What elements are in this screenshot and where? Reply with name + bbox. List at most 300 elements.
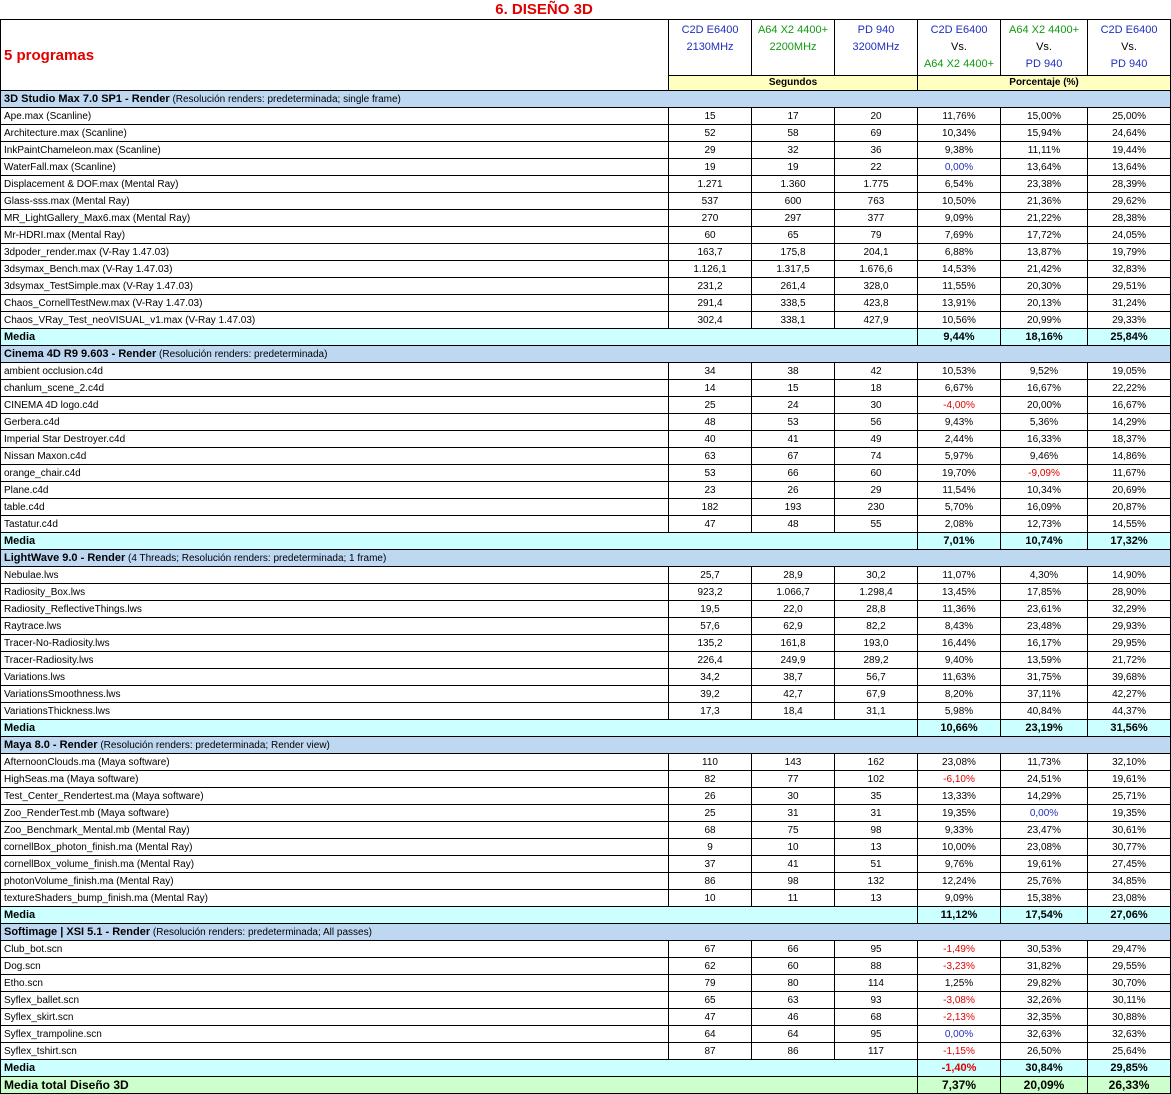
row-label: ambient occlusion.c4d	[1, 363, 669, 380]
row-value: 20	[835, 108, 918, 125]
row-value: 11,76%	[918, 108, 1001, 125]
row-value: 114	[835, 975, 918, 992]
row-value: 17	[752, 108, 835, 125]
row-value: 13	[835, 839, 918, 856]
table-row	[1, 363, 1171, 380]
row-value: 15,00%	[1001, 108, 1088, 125]
row-value: 14,29%	[1001, 788, 1088, 805]
media-value: 25,84%	[1088, 329, 1171, 346]
row-value: 11,11%	[1001, 142, 1088, 159]
row-value: 19,61%	[1088, 771, 1171, 788]
row-label: VariationsThickness.lws	[1, 703, 669, 720]
total-value: 7,37%	[918, 1077, 1001, 1094]
row-value: 77	[752, 771, 835, 788]
row-value: 117	[835, 1043, 918, 1060]
row-value: 26,50%	[1001, 1043, 1088, 1060]
section-title	[1, 346, 1171, 363]
row-value: 38	[752, 363, 835, 380]
row-value: 1.126,1	[669, 261, 752, 278]
row-value: 30,88%	[1088, 1009, 1171, 1026]
row-value: 1.298,4	[835, 584, 918, 601]
table-row	[1, 618, 1171, 635]
row-value: 14,86%	[1088, 448, 1171, 465]
table-row	[1, 482, 1171, 499]
media-value: 27,06%	[1088, 907, 1171, 924]
row-value: 82	[669, 771, 752, 788]
row-value: 21,36%	[1001, 193, 1088, 210]
row-value: 28,8	[835, 601, 918, 618]
row-value: 60	[669, 227, 752, 244]
row-label: Gerbera.c4d	[1, 414, 669, 431]
row-label: Nebulae.lws	[1, 567, 669, 584]
row-value: 53	[669, 465, 752, 482]
row-label: Etho.scn	[1, 975, 669, 992]
row-value: 82,2	[835, 618, 918, 635]
row-value: 62,9	[752, 618, 835, 635]
row-value: 30,77%	[1088, 839, 1171, 856]
row-value: 65	[752, 227, 835, 244]
row-value: 63	[752, 992, 835, 1009]
row-value: 29,47%	[1088, 941, 1171, 958]
row-value: 64	[669, 1026, 752, 1043]
row-value: 58	[752, 125, 835, 142]
row-value: 6,88%	[918, 244, 1001, 261]
row-value: 23,61%	[1001, 601, 1088, 618]
media-label: Media	[1, 907, 918, 924]
row-value: 21,22%	[1001, 210, 1088, 227]
row-value: 8,43%	[918, 618, 1001, 635]
row-value: 9,52%	[1001, 363, 1088, 380]
row-value: 21,42%	[1001, 261, 1088, 278]
row-label: Plane.c4d	[1, 482, 669, 499]
row-value: 32	[752, 142, 835, 159]
row-label: AfternoonClouds.ma (Maya software)	[1, 754, 669, 771]
row-value: 10,53%	[918, 363, 1001, 380]
table-row	[1, 652, 1171, 669]
row-value: 6,67%	[918, 380, 1001, 397]
row-value: 32,35%	[1001, 1009, 1088, 1026]
row-value: 56,7	[835, 669, 918, 686]
media-label: Media	[1, 1060, 918, 1077]
row-value: 10,56%	[918, 312, 1001, 329]
row-value: 69	[835, 125, 918, 142]
row-value: 161,8	[752, 635, 835, 652]
table-row	[1, 1043, 1171, 1060]
row-label: Syflex_trampoline.scn	[1, 1026, 669, 1043]
row-value: 65	[669, 992, 752, 1009]
table-row	[1, 805, 1171, 822]
row-value: 270	[669, 210, 752, 227]
row-value: 1.360	[752, 176, 835, 193]
row-value: 29,93%	[1088, 618, 1171, 635]
row-value: 193,0	[835, 635, 918, 652]
row-value: 20,87%	[1088, 499, 1171, 516]
row-value: 32,26%	[1001, 992, 1088, 1009]
media-value: 10,74%	[1001, 533, 1088, 550]
row-value: 19,35%	[918, 805, 1001, 822]
table-row	[1, 295, 1171, 312]
row-value: 32,10%	[1088, 754, 1171, 771]
row-value: 11,73%	[1001, 754, 1088, 771]
row-value: 22	[835, 159, 918, 176]
row-label: Tracer-Radiosity.lws	[1, 652, 669, 669]
row-label: Nissan Maxon.c4d	[1, 448, 669, 465]
media-value: 29,85%	[1088, 1060, 1171, 1077]
row-value: 29	[835, 482, 918, 499]
seconds-unit-label: Segundos	[669, 76, 918, 91]
row-value: 0,00%	[918, 159, 1001, 176]
row-value: 29,82%	[1001, 975, 1088, 992]
row-value: 79	[669, 975, 752, 992]
row-value: 24,05%	[1088, 227, 1171, 244]
row-value: 60	[835, 465, 918, 482]
row-value: 14,29%	[1088, 414, 1171, 431]
row-value: 40,84%	[1001, 703, 1088, 720]
table-row	[1, 125, 1171, 142]
row-value: 51	[835, 856, 918, 873]
row-value: 16,09%	[1001, 499, 1088, 516]
row-label: Syflex_ballet.scn	[1, 992, 669, 1009]
row-value: 39,68%	[1088, 669, 1171, 686]
row-value: 22,22%	[1088, 380, 1171, 397]
row-label: Displacement & DOF.max (Mental Ray)	[1, 176, 669, 193]
table-row	[1, 278, 1171, 295]
table-row	[1, 397, 1171, 414]
row-value: 135,2	[669, 635, 752, 652]
row-value: 47	[669, 1009, 752, 1026]
table-row	[1, 380, 1171, 397]
row-value: 9,46%	[1001, 448, 1088, 465]
media-value: 9,44%	[918, 329, 1001, 346]
row-value: 31	[835, 805, 918, 822]
row-value: 193	[752, 499, 835, 516]
row-value: 23,08%	[1088, 890, 1171, 907]
row-value: 86	[752, 1043, 835, 1060]
section-description: (Resolución renders: predeterminada; Render view)	[100, 739, 330, 751]
table-row	[1, 193, 1171, 210]
row-value: -3,23%	[918, 958, 1001, 975]
section-name: LightWave 9.0 - Render	[4, 551, 126, 564]
media-value: 23,19%	[1001, 720, 1088, 737]
media-row	[1, 907, 1171, 924]
row-value: -2,13%	[918, 1009, 1001, 1026]
row-label: orange_chair.c4d	[1, 465, 669, 482]
table-row	[1, 839, 1171, 856]
table-row	[1, 414, 1171, 431]
row-value: 36	[835, 142, 918, 159]
row-value: 66	[752, 941, 835, 958]
row-value: 8,20%	[918, 686, 1001, 703]
row-value: 423,8	[835, 295, 918, 312]
row-label: Variations.lws	[1, 669, 669, 686]
row-value: 47	[669, 516, 752, 533]
row-value: 231,2	[669, 278, 752, 295]
row-value: 21,72%	[1088, 652, 1171, 669]
row-value: 13,64%	[1001, 159, 1088, 176]
table-row	[1, 941, 1171, 958]
row-value: 102	[835, 771, 918, 788]
row-value: 19,35%	[1088, 805, 1171, 822]
row-value: 11,54%	[918, 482, 1001, 499]
table-row	[1, 754, 1171, 771]
row-value: 23	[669, 482, 752, 499]
row-value: 6,54%	[918, 176, 1001, 193]
row-label: CINEMA 4D logo.c4d	[1, 397, 669, 414]
total-label: Media total Diseño 3D	[1, 1077, 918, 1094]
row-value: 29,55%	[1088, 958, 1171, 975]
table-row	[1, 1026, 1171, 1043]
table-row	[1, 873, 1171, 890]
row-value: 30,2	[835, 567, 918, 584]
row-value: 18,37%	[1088, 431, 1171, 448]
row-value: 13,64%	[1088, 159, 1171, 176]
media-row	[1, 533, 1171, 550]
section-title	[1, 550, 1171, 567]
table-row	[1, 1009, 1171, 1026]
table-row	[1, 975, 1171, 992]
row-value: 11,55%	[918, 278, 1001, 295]
row-value: 7,69%	[918, 227, 1001, 244]
media-row	[1, 1060, 1171, 1077]
row-value: 9,76%	[918, 856, 1001, 873]
row-value: -3,08%	[918, 992, 1001, 1009]
row-value: 37	[669, 856, 752, 873]
table-row	[1, 788, 1171, 805]
section-name: Cinema 4D R9 9.603 - Render	[4, 347, 157, 360]
row-value: 175,8	[752, 244, 835, 261]
row-value: 32,63%	[1088, 1026, 1171, 1043]
row-value: 261,4	[752, 278, 835, 295]
media-value: 10,66%	[918, 720, 1001, 737]
row-value: 22,0	[752, 601, 835, 618]
row-value: 9,09%	[918, 210, 1001, 227]
row-value: 75	[752, 822, 835, 839]
percent-unit-label: Porcentaje (%)	[918, 76, 1171, 91]
row-value: 9,33%	[918, 822, 1001, 839]
row-value: 25	[669, 805, 752, 822]
row-value: 0,00%	[1001, 805, 1088, 822]
header-a64: A64 X2 4400+ 2200MHz	[752, 20, 835, 76]
row-value: 37,11%	[1001, 686, 1088, 703]
section-description: (Resolución renders: predeterminada)	[159, 348, 328, 360]
row-value: 31,82%	[1001, 958, 1088, 975]
row-value: 13,45%	[918, 584, 1001, 601]
table-row	[1, 431, 1171, 448]
row-value: 9,43%	[918, 414, 1001, 431]
row-value: 98	[752, 873, 835, 890]
row-value: 2,08%	[918, 516, 1001, 533]
row-value: 5,97%	[918, 448, 1001, 465]
row-value: 14,53%	[918, 261, 1001, 278]
row-value: 11,67%	[1088, 465, 1171, 482]
row-value: 31,24%	[1088, 295, 1171, 312]
row-value: 10,50%	[918, 193, 1001, 210]
row-value: 10,00%	[918, 839, 1001, 856]
row-value: 34	[669, 363, 752, 380]
row-value: 88	[835, 958, 918, 975]
row-value: 24,51%	[1001, 771, 1088, 788]
row-value: 64	[752, 1026, 835, 1043]
row-value: 11,63%	[918, 669, 1001, 686]
row-value: 87	[669, 1043, 752, 1060]
row-value: 23,47%	[1001, 822, 1088, 839]
header-c2d: C2D E6400 2130MHz	[669, 20, 752, 76]
row-label: 3dsymax_TestSimple.max (V-Ray 1.47.03)	[1, 278, 669, 295]
row-value: 19	[752, 159, 835, 176]
row-label: chanlum_scene_2.c4d	[1, 380, 669, 397]
row-value: 9	[669, 839, 752, 856]
row-value: 28,90%	[1088, 584, 1171, 601]
table-row	[1, 601, 1171, 618]
row-value: 28,39%	[1088, 176, 1171, 193]
row-label: Zoo_RenderTest.mb (Maya software)	[1, 805, 669, 822]
row-value: 162	[835, 754, 918, 771]
row-value: 9,38%	[918, 142, 1001, 159]
table-row	[1, 771, 1171, 788]
row-value: 13	[835, 890, 918, 907]
row-value: 25,71%	[1088, 788, 1171, 805]
row-value: 95	[835, 1026, 918, 1043]
row-value: 30,61%	[1088, 822, 1171, 839]
row-value: 9,09%	[918, 890, 1001, 907]
row-value: 14,90%	[1088, 567, 1171, 584]
section-description: (4 Threads; Resolución renders: predeterminada; 1 frame)	[128, 552, 387, 564]
row-value: 20,69%	[1088, 482, 1171, 499]
row-value: 31	[752, 805, 835, 822]
row-value: 19,70%	[918, 465, 1001, 482]
row-label: Chaos_CornellTestNew.max (V-Ray 1.47.03)	[1, 295, 669, 312]
row-value: 29,51%	[1088, 278, 1171, 295]
row-label: Raytrace.lws	[1, 618, 669, 635]
row-value: 20,00%	[1001, 397, 1088, 414]
row-value: 30	[835, 397, 918, 414]
table-row	[1, 890, 1171, 907]
row-label: HighSeas.ma (Maya software)	[1, 771, 669, 788]
row-value: 42,27%	[1088, 686, 1171, 703]
row-value: 98	[835, 822, 918, 839]
row-value: 13,33%	[918, 788, 1001, 805]
row-value: 16,67%	[1001, 380, 1088, 397]
row-label: WaterFall.max (Scanline)	[1, 159, 669, 176]
row-value: 19,05%	[1088, 363, 1171, 380]
row-value: 74	[835, 448, 918, 465]
table-row	[1, 210, 1171, 227]
row-value: 32,63%	[1001, 1026, 1088, 1043]
header-cmp-c2d-vs-pd: C2D E6400 Vs. PD 940	[1088, 20, 1171, 76]
row-label: Architecture.max (Scanline)	[1, 125, 669, 142]
row-value: 29,33%	[1088, 312, 1171, 329]
row-label: Mr-HDRI.max (Mental Ray)	[1, 227, 669, 244]
row-value: 95	[835, 941, 918, 958]
row-value: 53	[752, 414, 835, 431]
row-value: 302,4	[669, 312, 752, 329]
row-value: 32,29%	[1088, 601, 1171, 618]
row-value: 16,33%	[1001, 431, 1088, 448]
media-value: -1,40%	[918, 1060, 1001, 1077]
row-value: 48	[752, 516, 835, 533]
row-value: 28,9	[752, 567, 835, 584]
row-value: 80	[752, 975, 835, 992]
row-value: -6,10%	[918, 771, 1001, 788]
table-row	[1, 244, 1171, 261]
row-value: 19,61%	[1001, 856, 1088, 873]
section-name: Maya 8.0 - Render	[4, 738, 98, 751]
total-row	[1, 1077, 1171, 1094]
row-value: 338,1	[752, 312, 835, 329]
section-name: Softimage | XSI 5.1 - Render	[4, 925, 151, 938]
row-value: 41	[752, 856, 835, 873]
row-label: Imperial Star Destroyer.c4d	[1, 431, 669, 448]
row-value: -9,09%	[1001, 465, 1088, 482]
page-title: 6. DISEÑO 3D	[495, 1, 593, 18]
section-title	[1, 91, 1171, 108]
row-value: 10	[752, 839, 835, 856]
row-value: 29,62%	[1088, 193, 1171, 210]
programs-label: 5 programas	[1, 20, 669, 91]
row-value: 11	[752, 890, 835, 907]
row-value: 20,30%	[1001, 278, 1088, 295]
row-label: Ape.max (Scanline)	[1, 108, 669, 125]
row-value: 10,34%	[1001, 482, 1088, 499]
table-row	[1, 703, 1171, 720]
section-header	[1, 924, 1171, 941]
table-row	[1, 312, 1171, 329]
row-value: 48	[669, 414, 752, 431]
row-value: 13,91%	[918, 295, 1001, 312]
row-value: 4,30%	[1001, 567, 1088, 584]
row-label: Syflex_tshirt.scn	[1, 1043, 669, 1060]
table-row	[1, 176, 1171, 193]
media-label: Media	[1, 720, 918, 737]
row-value: 29	[669, 142, 752, 159]
row-value: 328,0	[835, 278, 918, 295]
row-value: 249,9	[752, 652, 835, 669]
row-value: 46	[752, 1009, 835, 1026]
table-row	[1, 856, 1171, 873]
row-value: 11,36%	[918, 601, 1001, 618]
row-value: 57,6	[669, 618, 752, 635]
row-value: 86	[669, 873, 752, 890]
row-value: 12,73%	[1001, 516, 1088, 533]
row-value: 13,59%	[1001, 652, 1088, 669]
row-value: 23,38%	[1001, 176, 1088, 193]
row-value: 26	[669, 788, 752, 805]
section-title	[1, 924, 1171, 941]
row-value: 27,45%	[1088, 856, 1171, 873]
row-value: 30,70%	[1088, 975, 1171, 992]
row-label: table.c4d	[1, 499, 669, 516]
row-label: Tastatur.c4d	[1, 516, 669, 533]
total-value: 26,33%	[1088, 1077, 1171, 1094]
row-value: 17,3	[669, 703, 752, 720]
row-label: Tracer-No-Radiosity.lws	[1, 635, 669, 652]
row-value: 25,7	[669, 567, 752, 584]
media-value: 7,01%	[918, 533, 1001, 550]
header-pd: PD 940 3200MHz	[835, 20, 918, 76]
media-row	[1, 720, 1171, 737]
row-value: 26	[752, 482, 835, 499]
row-label: Dog.scn	[1, 958, 669, 975]
row-value: -1,15%	[918, 1043, 1001, 1060]
row-value: 41	[752, 431, 835, 448]
row-value: 923,2	[669, 584, 752, 601]
row-value: 9,40%	[918, 652, 1001, 669]
row-value: 338,5	[752, 295, 835, 312]
row-value: -4,00%	[918, 397, 1001, 414]
table-row	[1, 142, 1171, 159]
row-label: Test_Center_Rendertest.ma (Maya software)	[1, 788, 669, 805]
row-value: 31,75%	[1001, 669, 1088, 686]
